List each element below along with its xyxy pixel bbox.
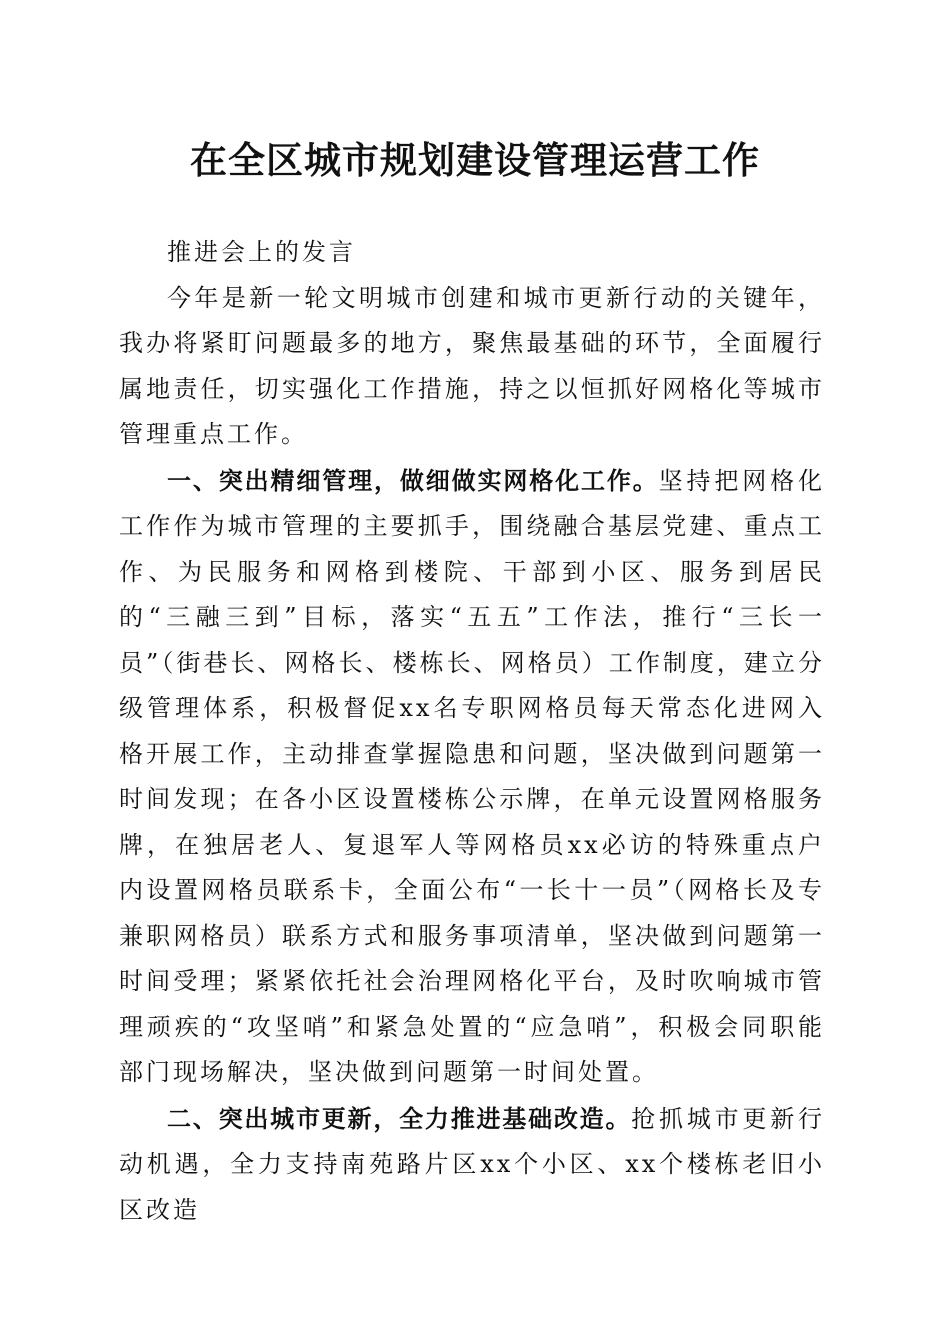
section-paragraph	[119, 458, 825, 1096]
document-title: 在全区城市规划建设管理运营工作	[190, 138, 760, 182]
section-text: 抢抓城市更新行动机遇，全力支持南苑路片区xx个小区、xx个楼栋老旧小区改造	[119, 1104, 825, 1224]
section-heading: 一、突出精细管理，做细做实网格化工作。	[167, 465, 659, 495]
document-body	[119, 230, 825, 1233]
subtitle-paragraph: 推进会上的发言	[167, 238, 356, 266]
section-heading: 二、突出城市更新，全力推进基础改造。	[167, 1103, 632, 1133]
intro-paragraph: 今年是新一轮文明城市创建和城市更新行动的关键年，我办将紧盯问题最多的地方，聚焦最基础的环节，全面履行属地责任，切实强化工作措施，持之以恒抓好网格化等城市管理重点工作。	[119, 283, 825, 448]
section-paragraph	[119, 1096, 825, 1234]
section-text: 坚持把网格化工作作为城市管理的主要抓手，围绕融合基层党建、重点工作、为民服务和网格到楼院、干部到小区、服务到居民的“三融三到”目标，落实“五五”工作法，推行“三长一员”（街巷长、网格长、楼栋长、网格员）工作制度，建立分级管理体系，积极督促xx名专职网格员每天常态化进网入格开展工作，主动排查掌握隐患和问题，坚决做到问题第一时间发现；在各小区设置楼栋公示牌，在单元设置网格服务牌，在独居老人、复退军人等网格员xx必访的特殊重点户内设置网格员联系卡，全面公布“一长十一员”（网格长及专兼职网格员）联系方式和服务事项清单，坚决做到问题第一时间受理；紧紧依托社会治理网格化平台，及时吹响城市管理顽疾的“攻坚哨”和紧急处置的“应急哨”，积极会同职能部门现场解决，坚决做到问题第一时间处置。	[119, 466, 825, 1086]
